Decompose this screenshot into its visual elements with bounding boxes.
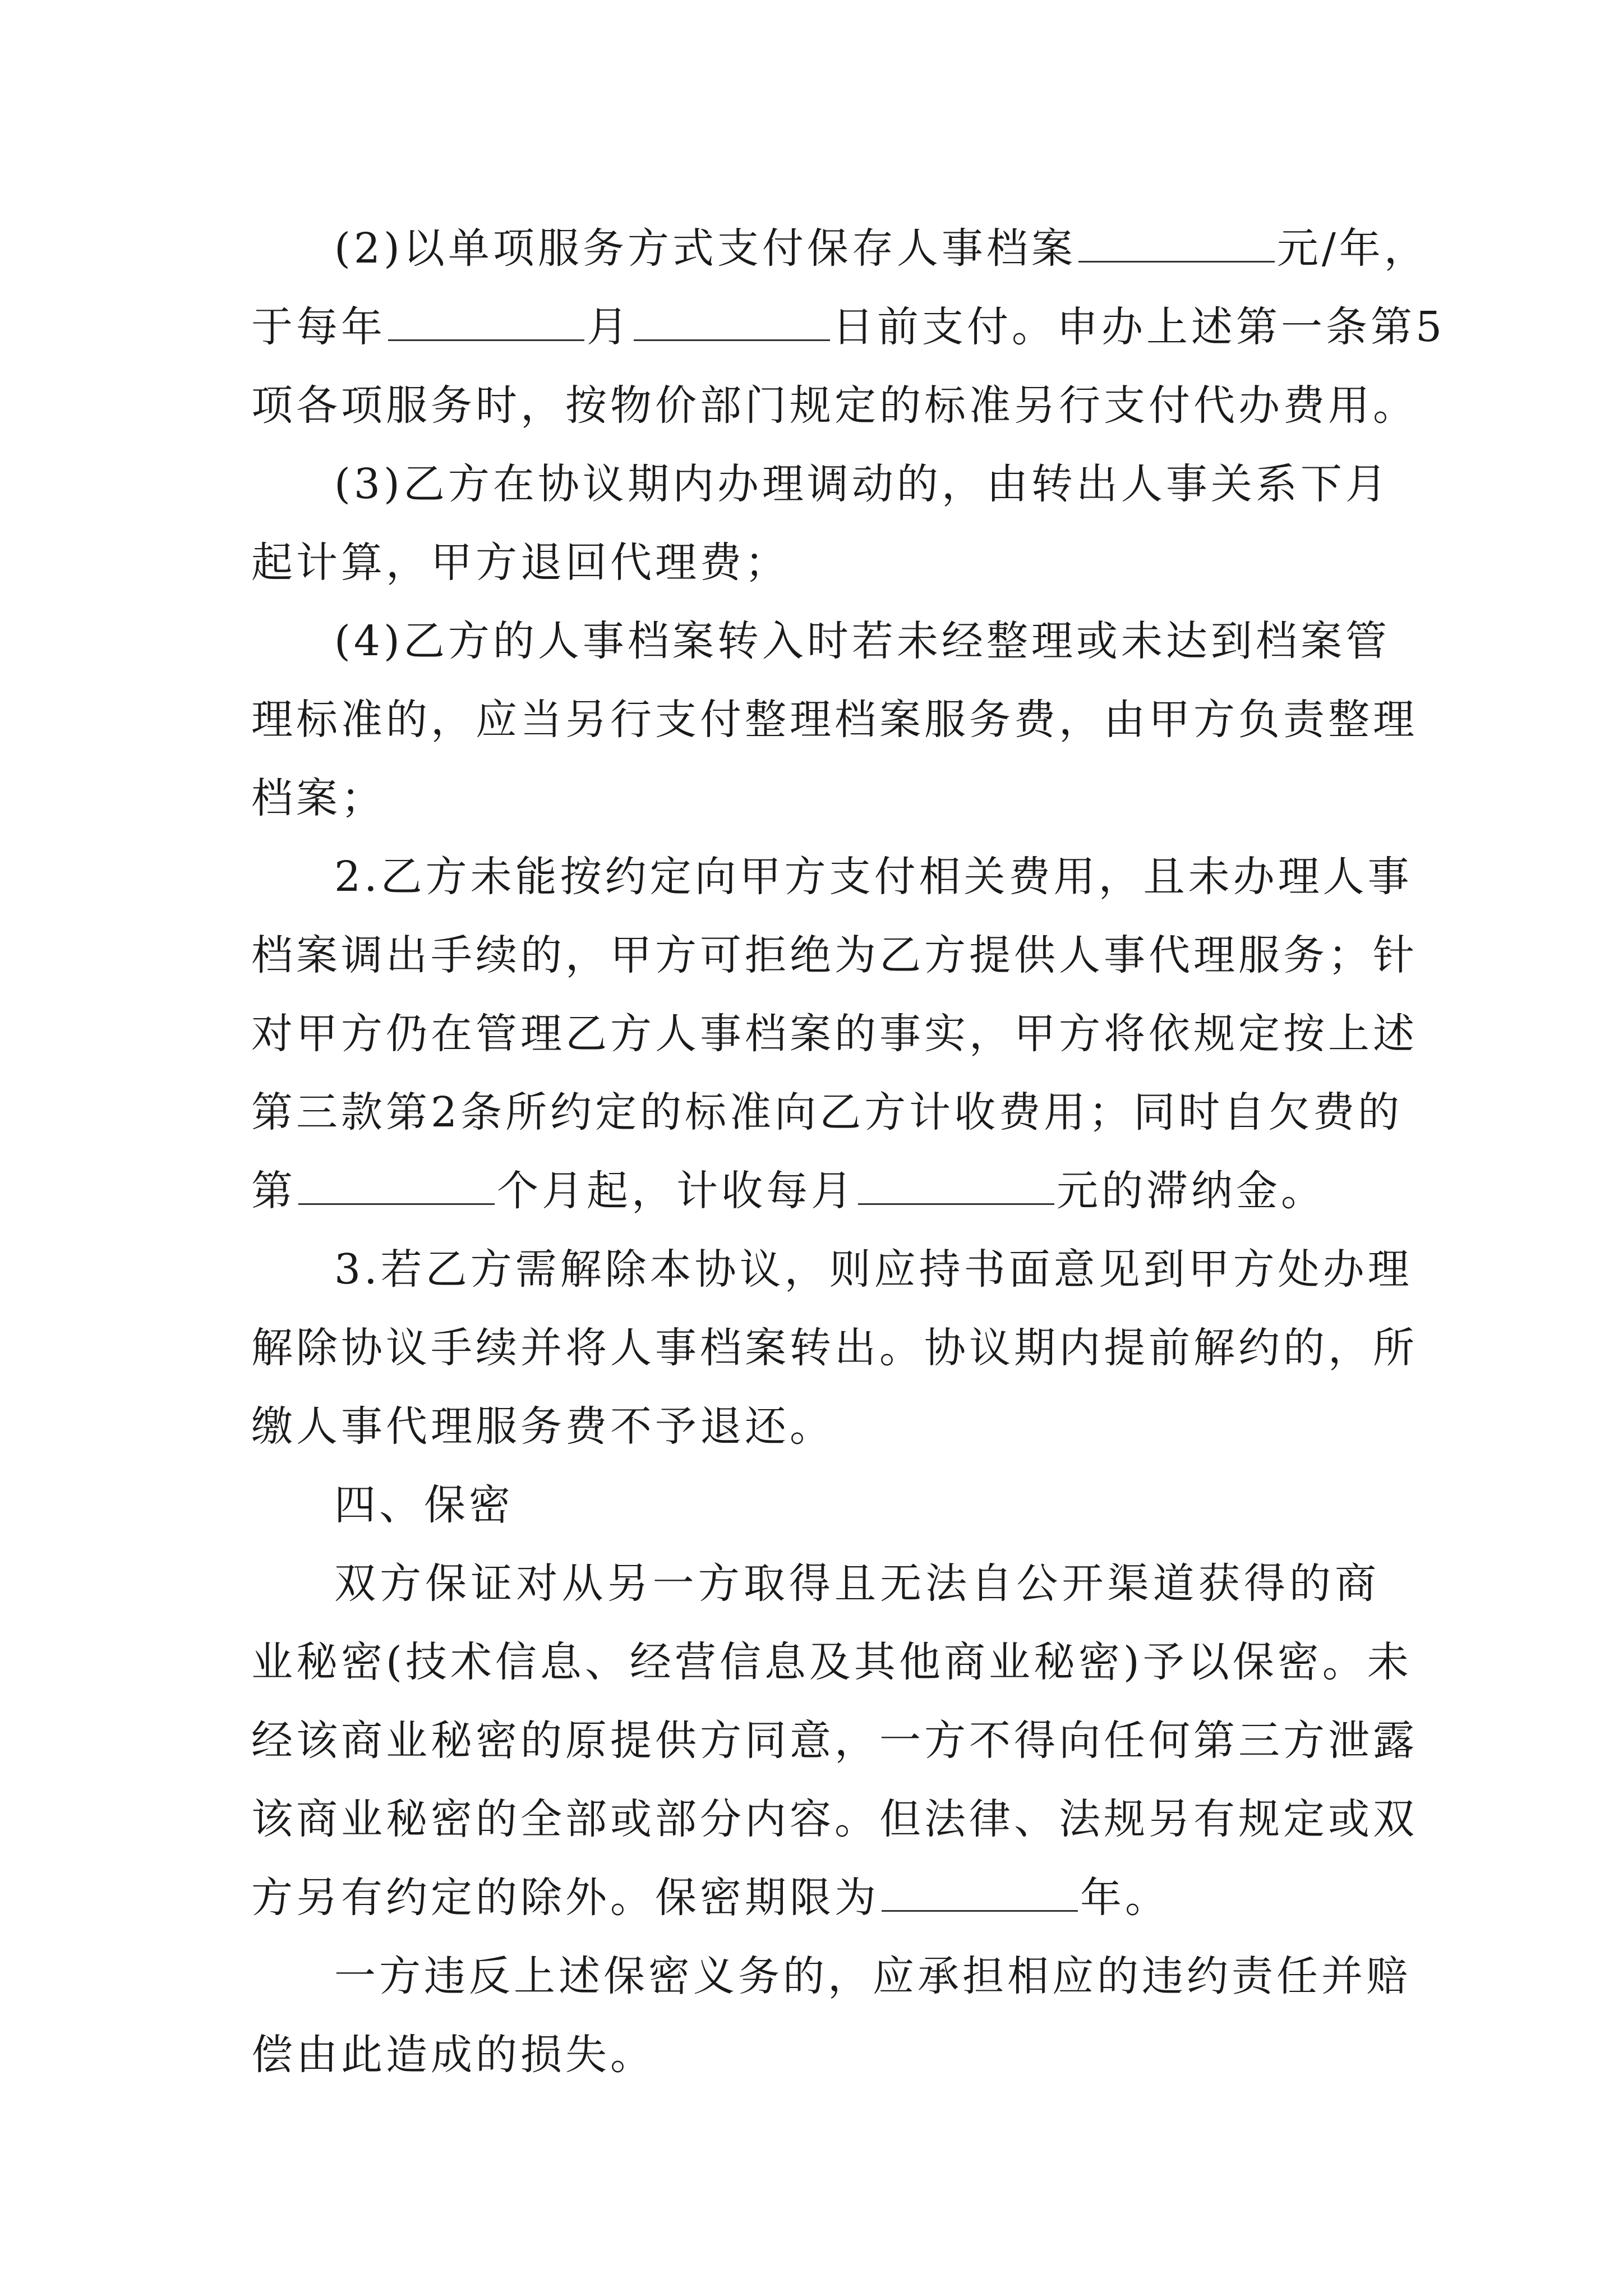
paragraph-line xyxy=(251,1396,1380,1457)
text-segment: 元的滞纳金。 xyxy=(1057,1167,1326,1215)
text-segment: 第三款第2条所约定的标准向乙方计收费用；同时自欠费的 xyxy=(251,1088,1403,1137)
text-segment: 第 xyxy=(251,1167,296,1215)
paragraph-line xyxy=(251,1867,1380,1929)
paragraph-line xyxy=(334,610,1390,672)
text-segment: 经该商业秘密的原提供方同意，一方不得向任何第三方泄露 xyxy=(251,1717,1418,1765)
paragraph-line xyxy=(251,296,1446,358)
text-segment: 档案； xyxy=(251,774,386,822)
paragraph-line xyxy=(251,689,1418,751)
paragraph-line xyxy=(334,218,1429,279)
paragraph-line xyxy=(251,1160,1380,1222)
text-segment: 解除协议手续并将人事档案转出。协议期内提前解约的，所 xyxy=(251,1324,1418,1372)
text-segment: 项各项服务时，按物价部门规定的标准另行支付代办费用。 xyxy=(251,381,1418,430)
text-segment: 方另有约定的除外。保密期限为 xyxy=(251,1874,879,1922)
paragraph-line xyxy=(251,1082,1403,1143)
section-heading xyxy=(334,1474,1380,1536)
text-segment: 于每年 xyxy=(251,303,386,351)
paragraph-line xyxy=(334,1553,1380,1614)
text-segment: (3)乙方在协议期内办理调动的，由转出人事关系下月 xyxy=(334,460,1390,508)
text-segment: 业秘密(技术信息、经营信息及其他商业秘密)予以保密。未 xyxy=(251,1638,1412,1686)
text-segment: 理标准的，应当另行支付整理档案服务费，由甲方负责整理 xyxy=(251,696,1418,744)
text-segment: 档案调出手续的，甲方可拒绝为乙方提供人事代理服务；针 xyxy=(251,931,1418,979)
paragraph-line xyxy=(334,846,1413,908)
paragraph-line xyxy=(251,1003,1418,1065)
paragraph-line xyxy=(334,1945,1411,2007)
text-segment: 一方违反上述保密义务的，应承担相应的违约责任并赔 xyxy=(334,1952,1411,2000)
text-segment: 日前支付。申办上述第一条第5 xyxy=(832,303,1446,351)
text-segment: 该商业秘密的全部或部分内容。但法律、法规另有规定或双 xyxy=(251,1795,1418,1843)
text-segment: 缴人事代理服务费不予退还。 xyxy=(251,1402,834,1451)
paragraph-line xyxy=(251,1631,1412,1693)
fill-in-blank xyxy=(634,306,830,341)
paragraph-line xyxy=(251,767,1380,829)
fill-in-blank xyxy=(388,306,584,341)
text-segment: 元/年， xyxy=(1276,224,1429,273)
text-segment: 偿由此造成的损失。 xyxy=(251,2031,655,2079)
text-segment: 个月起，计收每月 xyxy=(497,1167,856,1215)
fill-in-blank xyxy=(858,1170,1054,1205)
text-segment: (2)以单项服务方式支付保存人事档案 xyxy=(334,224,1076,273)
text-segment: 四、保密 xyxy=(334,1481,514,1529)
paragraph-line xyxy=(334,453,1390,515)
text-segment: 起计算，甲方退回代理费； xyxy=(251,539,790,587)
text-segment: (4)乙方的人事档案转入时若未经整理或未达到档案管 xyxy=(334,617,1390,665)
fill-in-blank xyxy=(882,1876,1078,1912)
text-segment: 月 xyxy=(587,303,631,351)
paragraph-line xyxy=(251,1710,1418,1772)
fill-in-blank xyxy=(1078,227,1275,263)
paragraph-line xyxy=(334,1239,1413,1300)
text-segment: 3.若乙方需解除本协议，则应持书面意见到甲方处办理 xyxy=(334,1245,1413,1294)
paragraph-line xyxy=(251,924,1418,986)
paragraph-line xyxy=(251,1788,1418,1850)
text-segment: 2.乙方未能按约定向甲方支付相关费用，且未办理人事 xyxy=(334,853,1413,901)
text-segment: 双方保证对从另一方取得且无法自公开渠道获得的商 xyxy=(334,1559,1380,1608)
paragraph-line xyxy=(251,532,1380,593)
text-segment: 对甲方仍在管理乙方人事档案的事实，甲方将依规定按上述 xyxy=(251,1010,1418,1058)
paragraph-line xyxy=(251,2024,1380,2086)
paragraph-line xyxy=(251,375,1418,436)
text-segment: 年。 xyxy=(1080,1874,1170,1922)
fill-in-blank xyxy=(298,1170,495,1205)
paragraph-line xyxy=(251,1317,1418,1379)
